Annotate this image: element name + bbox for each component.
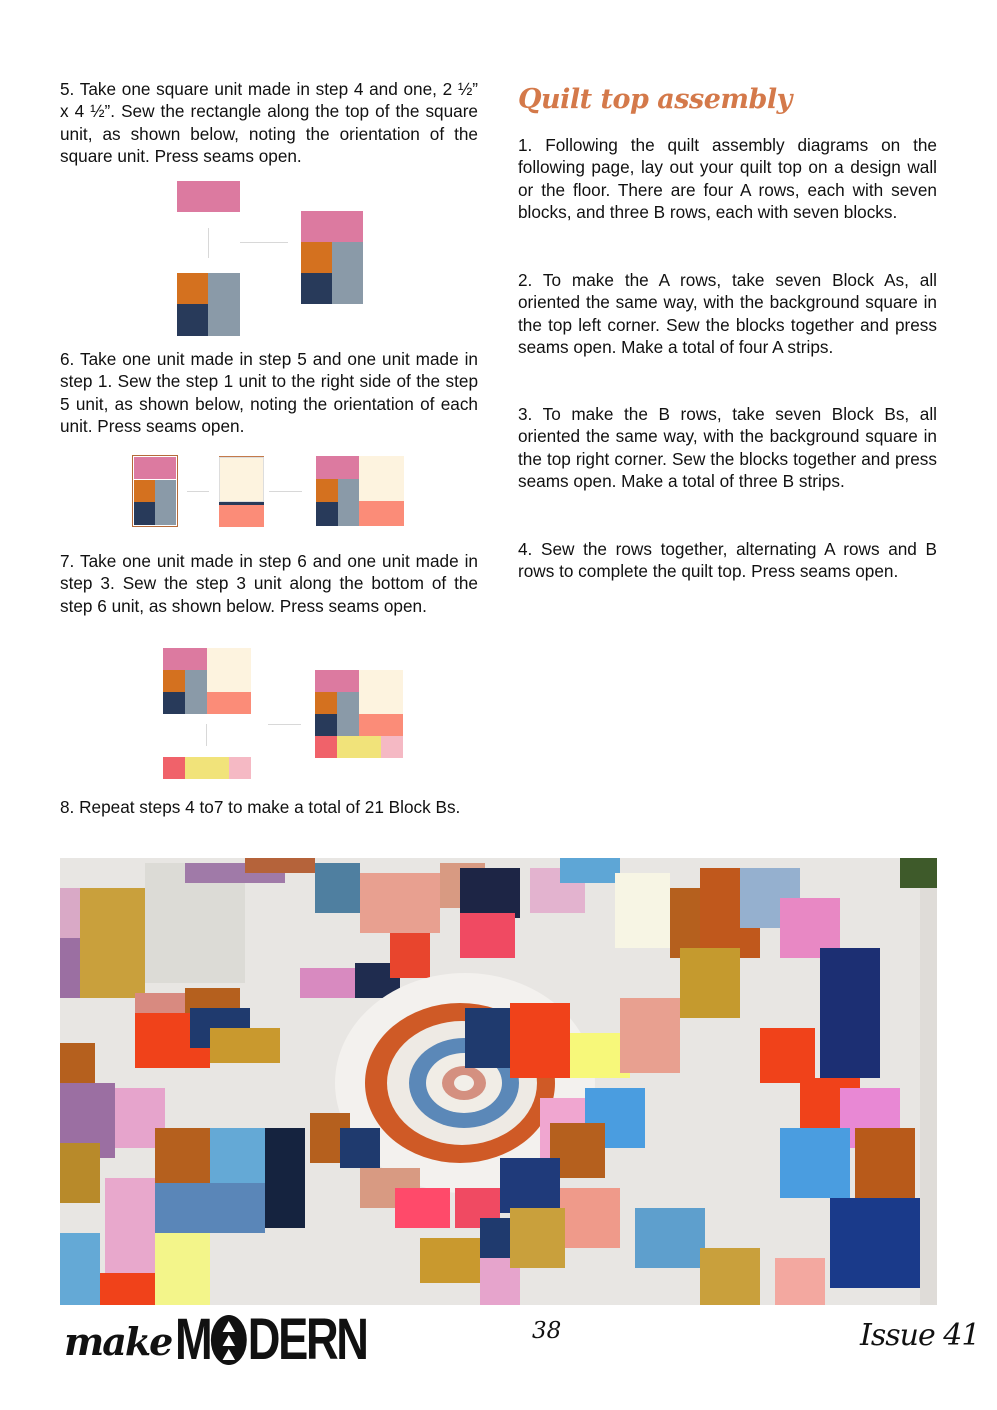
step-1-unit <box>219 456 264 527</box>
square-unit <box>177 273 240 336</box>
step-5-result <box>301 211 363 304</box>
step-6-text: 6. Take one unit made in step 5 and one unit made in step 1. Sew the step 1 unit to the right side of the step 5 unit, as shown below, noting the orientation of each unit. Press seams open. <box>60 349 478 437</box>
step-3-unit <box>163 757 251 779</box>
quilt-illustration <box>60 858 937 1305</box>
step-6-unit <box>163 648 251 714</box>
assembly-step-2: 2. To make the A rows, take seven Block As, all oriented the same way, with the background square in the top left corner. Sew the blocks together and press seams open. Make a total of four A strips. <box>518 270 937 358</box>
step-7-text: 7. Take one unit made in step 6 and one unit made in step 3. Sew the step 3 unit along the bottom of the step 6 unit, as shown below. Press seams open. <box>60 551 478 616</box>
logo-triangles-icon <box>211 1315 247 1365</box>
connector-line <box>206 724 207 746</box>
step-5-unit <box>133 456 177 526</box>
arrow-line <box>268 724 301 725</box>
assembly-step-3: 3. To make the B rows, take seven Block Bs, all oriented the same way, with the background square in the top right corner. Sew the blocks together and press seams open. Make a total of three B strips. <box>518 404 937 492</box>
make-modern-logo <box>64 1307 421 1372</box>
arrow-line <box>240 242 288 243</box>
step-8-text: 8. Repeat steps 4 to7 to make a total of 21 Block Bs. <box>60 797 461 817</box>
page-number: 38 <box>532 1318 562 1344</box>
logo-modern-m: M <box>175 1307 211 1372</box>
assembly-step-1: 1. Following the quilt assembly diagrams on the following page, lay out your quilt top on a design wall or the floor. There are four A rows, each with seven blocks, and three B rows, each with seven blocks. <box>518 135 937 223</box>
section-heading: Quilt top assembly <box>518 84 792 115</box>
connector-line <box>208 228 209 258</box>
step-6-result <box>316 456 404 526</box>
pink-rectangle <box>177 181 240 212</box>
logo-modern-rest: DERN <box>248 1307 367 1372</box>
arrow-line <box>269 491 302 492</box>
issue-label: Issue 41 <box>860 1318 980 1353</box>
logo-modern-text <box>175 1307 367 1372</box>
logo-make-text: make <box>64 1319 172 1364</box>
step-7-result <box>315 670 403 758</box>
arrow-line <box>187 491 209 492</box>
quilt-photo <box>60 858 937 1305</box>
step-5-text: 5. Take one square unit made in step 4 and one, 2 ½” x 4 ½”. Sew the rectangle along the top of the square unit, as shown below, noting the orientation of the square unit. Press seams open. <box>60 79 478 167</box>
assembly-step-4: 4. Sew the rows together, alternating A rows and B rows to complete the quilt top. Press seams open. <box>518 539 937 582</box>
